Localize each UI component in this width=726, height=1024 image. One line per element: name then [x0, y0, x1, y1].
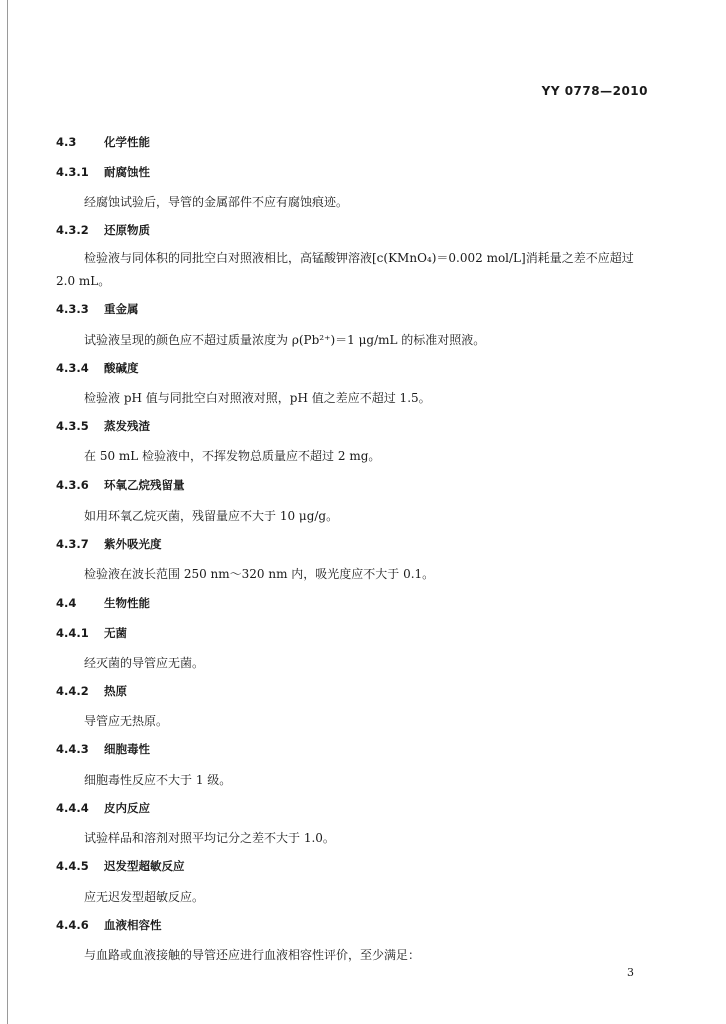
section-title: 迟发型超敏反应 — [104, 859, 185, 873]
section-number: 4.3.5 — [56, 419, 89, 433]
section-heading-4-4-2 — [56, 683, 127, 699]
section-number: 4.4.4 — [56, 801, 89, 815]
section-title: 热原 — [104, 684, 127, 698]
section-title: 重金属 — [104, 302, 139, 316]
section-number: 4.3.6 — [56, 478, 89, 492]
paragraph-4-4-1: 经灭菌的导管应无菌。 — [84, 656, 205, 670]
section-title: 酸碱度 — [104, 361, 139, 375]
section-number: 4.3.7 — [56, 537, 89, 551]
section-title: 耐腐蚀性 — [104, 165, 150, 179]
section-heading-4-4-5 — [56, 858, 185, 874]
section-number: 4.3.3 — [56, 302, 89, 316]
section-heading-4-3-1 — [56, 164, 150, 180]
paragraph-4-4-3: 细胞毒性反应不大于 1 级。 — [84, 773, 232, 787]
section-heading-4-3-6 — [56, 477, 185, 493]
section-number: 4.4.2 — [56, 684, 89, 698]
paragraph-4-4-4: 试验样品和溶剂对照平均记分之差不大于 1.0。 — [84, 831, 335, 845]
section-title: 血液相容性 — [104, 918, 162, 932]
scan-edge-line — [7, 0, 8, 1024]
paragraph-4-3-6: 如用环氧乙烷灭菌，残留量应不大于 10 μg/g。 — [84, 509, 339, 523]
section-title: 蒸发残渣 — [104, 419, 150, 433]
section-title: 生物性能 — [104, 596, 150, 610]
section-heading-4-4 — [56, 595, 150, 611]
section-title: 细胞毒性 — [104, 742, 150, 756]
paragraph-4-4-2: 导管应无热原。 — [84, 714, 169, 728]
section-number: 4.3.4 — [56, 361, 89, 375]
section-title: 环氧乙烷残留量 — [104, 478, 185, 492]
section-heading-4-3-2 — [56, 222, 150, 238]
section-title: 紫外吸光度 — [104, 537, 162, 551]
paragraph-4-3-3: 试验液呈现的颜色应不超过质量浓度为 ρ(Pb²⁺)＝1 μg/mL 的标准对照液。 — [84, 333, 486, 347]
section-heading-4-3-4 — [56, 360, 139, 376]
section-heading-4-4-1 — [56, 625, 127, 641]
section-number: 4.4.6 — [56, 918, 89, 932]
section-title: 无菌 — [104, 626, 127, 640]
section-number: 4.4.3 — [56, 742, 89, 756]
section-title: 还原物质 — [104, 223, 150, 237]
section-title: 化学性能 — [104, 135, 150, 149]
section-heading-4-4-3 — [56, 741, 150, 757]
section-heading-4-3-5 — [56, 418, 150, 434]
section-number: 4.3.1 — [56, 165, 89, 179]
page-number: 3 — [627, 966, 634, 979]
paragraph-4-3-7: 检验液在波长范围 250 nm～320 nm 内，吸光度应不大于 0.1。 — [84, 567, 435, 581]
section-title: 皮内反应 — [104, 801, 150, 815]
paragraph-4-3-2: 检验液与同体积的同批空白对照液相比，高锰酸钾溶液[c(KMnO₄)＝0.002 mol/L]消耗量之差不应超过 2.0 mL。 — [56, 251, 634, 288]
section-heading-4-4-6 — [56, 917, 162, 933]
paragraph-4-4-5: 应无迟发型超敏反应。 — [84, 890, 205, 904]
section-number: 4.4.1 — [56, 626, 89, 640]
paragraph-4-3-1: 经腐蚀试验后，导管的金属部件不应有腐蚀痕迹。 — [84, 195, 349, 209]
section-number: 4.3 — [56, 135, 77, 149]
section-heading-4-3-3 — [56, 301, 139, 317]
paragraph-4-3-5: 在 50 mL 检验液中，不挥发物总质量应不超过 2 mg。 — [84, 449, 381, 463]
section-number: 4.3.2 — [56, 223, 89, 237]
section-heading-4-3-7 — [56, 536, 162, 552]
section-number: 4.4 — [56, 596, 77, 610]
paragraph-4-3-4: 检验液 pH 值与同批空白对照液对照，pH 值之差应不超过 1.5。 — [84, 391, 431, 405]
section-heading-4-3 — [56, 134, 150, 150]
standard-code-header: YY 0778—2010 — [541, 84, 648, 98]
section-number: 4.4.5 — [56, 859, 89, 873]
section-heading-4-4-4 — [56, 800, 150, 816]
paragraph-4-4-6: 与血路或血液接触的导管还应进行血液相容性评价，至少满足： — [84, 948, 421, 962]
